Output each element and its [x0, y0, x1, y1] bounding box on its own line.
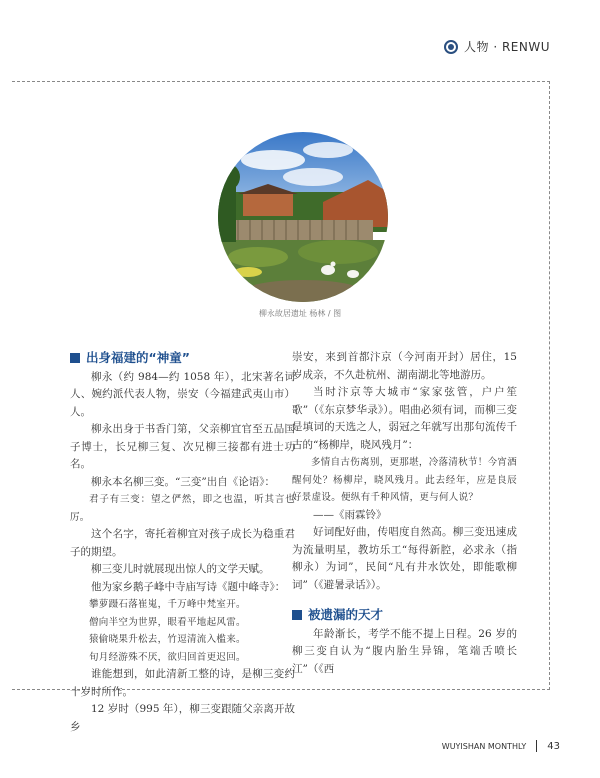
paragraph: 这个名字，寄托着柳宜对孩子成长为稳重君子的期望。: [70, 528, 295, 558]
left-column: [70, 349, 295, 736]
section-heading: [70, 349, 295, 367]
paragraph: 柳永本名柳三变。“三变”出自《论语》：: [91, 475, 275, 488]
section-heading: [292, 606, 517, 624]
paragraph: 崇安，来到首都汴京（今河南开封）居住，15 岁成亲，不久赴杭州、湖南湖北等地游历。: [292, 351, 517, 381]
quote-line: 君子有三变：望之俨然，即之也温，听其言也厉。: [70, 494, 295, 523]
paragraph: 柳永（约 984—约 1058 年），北宋著名词人、婉约派代表人物，崇安（今福建武夷山市）人。: [70, 370, 295, 418]
heading-square-icon: [70, 353, 80, 363]
magazine-name: WUYISHAN MONTHLY: [441, 741, 527, 751]
poem-source: ——《雨霖铃》: [313, 508, 387, 521]
heading-square-icon: [292, 610, 302, 620]
paragraph: 当时汴京等大城市“家家弦管，户户笙歌”（《东京梦华录》）。唱曲必须有词，而柳三变是填词的天选之人，弱冠之年就写出那句流传千古的“杨柳岸，晓风残月”：: [292, 386, 517, 451]
cottage-photo: [218, 132, 388, 302]
section-header: [444, 38, 550, 55]
poem-line: 攀萝蹑石落崔嵬，千万峰中梵室开。: [89, 599, 246, 610]
paragraph: 柳三变儿时就展现出惊人的文学天赋。: [91, 563, 270, 575]
magazine-logo-icon: [444, 40, 458, 54]
paragraph: 谁能想到，如此清新工整的诗，是柳三变约十岁时所作。: [70, 668, 295, 698]
footer-divider: [536, 740, 537, 752]
photo-caption: 柳永故居遗址 杨林 / 图: [258, 309, 342, 318]
paragraph: 12 岁时（995 年），柳三变跟随父亲离开故乡: [70, 703, 295, 733]
heading-text: 被遗漏的天才: [308, 607, 384, 622]
paragraph: 柳永出身于书香门第，父亲柳宜官至五品国子博士，长兄柳三复、次兄柳三接都有进士功名。: [70, 423, 295, 470]
poem-quote: 多情自古伤离别，更那堪，冷落清秋节！今宵酒醒何处？杨柳岸，晓风残月。此去经年，应是良辰好景虚设。便纵有千种风情，更与何人说？: [292, 457, 517, 503]
heading-text: 出身福建的“神童”: [86, 350, 190, 365]
poem-line: 旬月经游殊不厌，欲归回首更迟回。: [89, 651, 246, 663]
right-column: [292, 349, 517, 678]
page-number: 43: [547, 740, 560, 752]
page-footer: [442, 740, 560, 752]
poem-line: 僧向半空为世界，眼看平地起风雷。: [89, 616, 246, 628]
paragraph: 好词配好曲，传唱度自然高。柳三变迅速成为流量明星，教坊乐工“每得新腔，必求永（指柳永）为词”，民间“凡有井水饮处，即能歌柳词”（《避暑录话》）。: [292, 526, 517, 591]
paragraph: 他为家乡鹅子峰中寺庙写诗《题中峰寺》：: [91, 580, 286, 593]
section-title: 人物 · RENWU: [464, 40, 550, 54]
paragraph: 年龄渐长，考学不能不提上日程。26 岁的柳三变自认为“腹内胎生异锦，笔端舌喷长江”（《西: [292, 627, 517, 675]
poem-line: 猿偷晓果升松去，竹逗清流入槛来。: [89, 634, 246, 645]
